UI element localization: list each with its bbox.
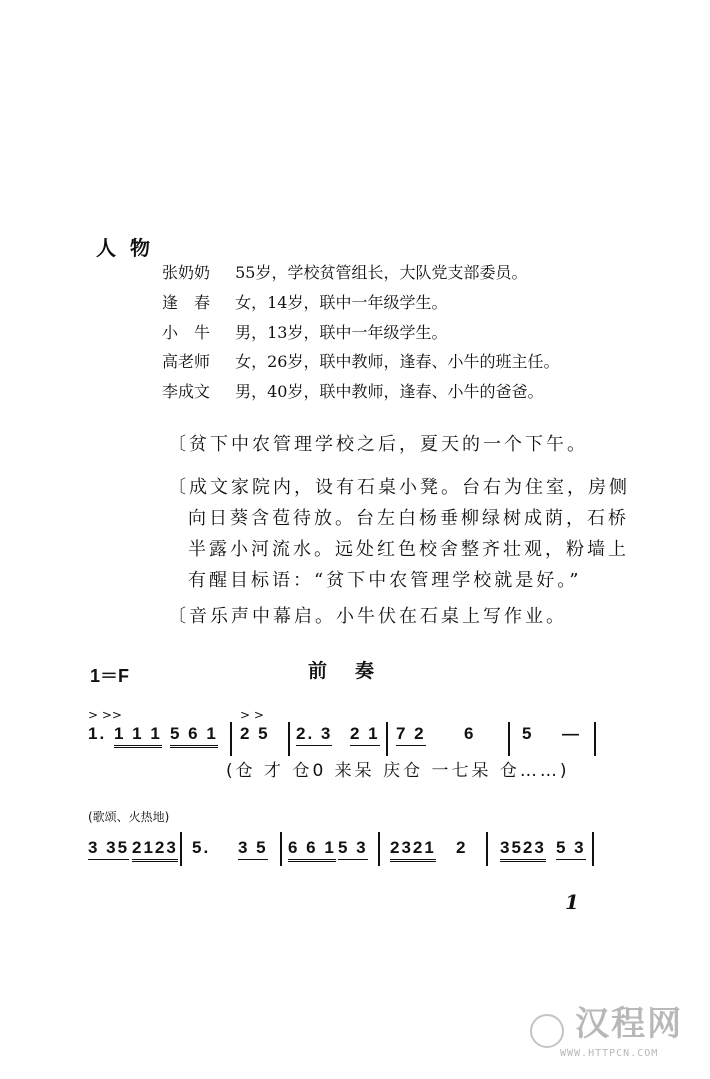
character-desc: 男，40岁，联中教师，逢春、小牛的爸爸。: [235, 382, 544, 401]
note-group: 3 5: [238, 838, 268, 860]
character-row: [162, 379, 543, 405]
stage-direction: 〔成文家院内，设有石桌小凳。台右为住室，房侧: [168, 477, 630, 498]
note-group: 5 6 1: [170, 724, 218, 748]
watermark-text: 汉程网: [575, 1004, 684, 1044]
cast-heading: 人物: [96, 236, 164, 260]
character-row: [162, 320, 447, 346]
character-name: 小 牛: [162, 323, 211, 342]
watermark-logo-icon: [530, 1014, 564, 1048]
bar-line: [486, 832, 488, 866]
note-group: 5.: [192, 838, 211, 857]
percussion-line: (仓 才 仓0 来呆 庆仓 一七呆 仓……): [226, 761, 570, 781]
watermark-url: WWW.HTTPCN.COM: [560, 1047, 659, 1059]
note-group: 2. 3: [296, 724, 332, 746]
note-group: 2: [456, 838, 468, 857]
note-group: 3 35: [88, 838, 129, 860]
accent-mark: > >: [240, 708, 264, 722]
page-number: 1: [565, 890, 579, 914]
character-name: 逢 春: [162, 293, 211, 312]
stage-direction: 有醒目标语：“贫下中农管理学校就是好。”: [188, 570, 582, 591]
character-name: 高老师: [162, 352, 211, 371]
character-desc: 女，14岁，联中一年级学生。: [235, 293, 448, 312]
character-name: 李成文: [162, 382, 211, 401]
note-group: 1.: [88, 724, 107, 743]
character-row: [162, 349, 559, 375]
bar-line: [378, 832, 380, 866]
character-row: [162, 290, 447, 316]
note-group: 6: [464, 724, 476, 743]
note-group: 2321: [390, 838, 436, 862]
note-group: 3523: [500, 838, 546, 862]
bar-line: [280, 832, 282, 866]
bar-line: [592, 832, 594, 866]
bar-line: [508, 722, 510, 756]
note-group: 2 5: [240, 724, 270, 743]
stage-direction: 〔音乐声中幕启。小牛伏在石桌上写作业。: [168, 606, 567, 627]
note-group: 7 2: [396, 724, 426, 746]
character-desc: 女，26岁，联中教师，逢春、小牛的班主任。: [235, 352, 560, 371]
note-group: 2123: [132, 838, 178, 862]
tempo-mark: (歌颂、火热地): [88, 810, 170, 824]
note-group: 2 1: [350, 724, 380, 746]
character-desc: 55岁，学校贫管组长，大队党支部委员。: [235, 263, 528, 282]
character-name: 张奶奶: [162, 263, 211, 282]
note-group: 6 6 1: [288, 838, 336, 862]
stage-direction: 向日葵含苞待放。台左白杨垂柳绿树成荫，石桥: [188, 508, 629, 529]
bar-line: [386, 722, 388, 756]
stage-direction: 半露小河流水。远处红色校舍整齐壮观，粉墙上: [188, 539, 629, 560]
note-group: 5 3: [338, 838, 368, 860]
prelude-title: 前奏: [308, 660, 403, 682]
note-group: —: [562, 724, 581, 743]
bar-line: [594, 722, 596, 756]
bar-line: [180, 832, 182, 866]
accent-mark: > >>: [88, 708, 122, 722]
character-desc: 男，13岁，联中一年级学生。: [235, 323, 448, 342]
bar-line: [230, 722, 232, 756]
note-group: 1 1 1: [114, 724, 162, 748]
watermark: [530, 996, 683, 1059]
bar-line: [288, 722, 290, 756]
note-group: 5: [522, 724, 534, 743]
character-row: [162, 260, 527, 286]
stage-direction: 〔贫下中农管理学校之后，夏天的一个下午。: [168, 434, 588, 455]
key-signature: 1＝F: [90, 666, 130, 686]
note-group: 5 3: [556, 838, 586, 860]
